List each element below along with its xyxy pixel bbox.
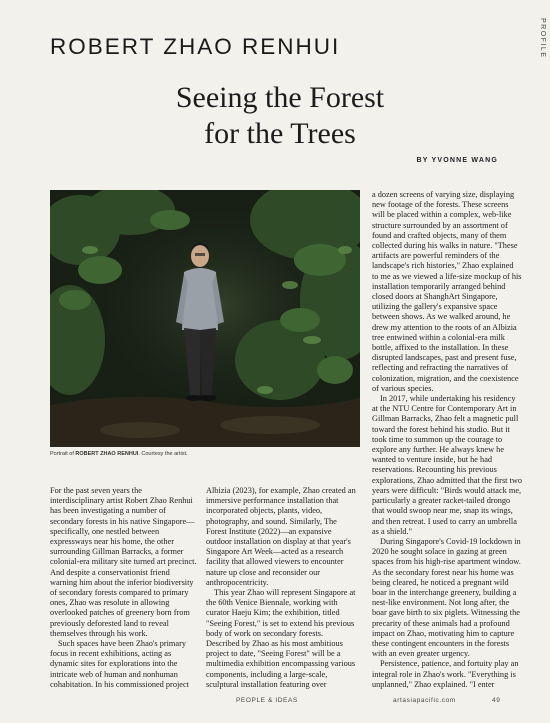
paragraph: This year Zhao will represent Singapore at the 60th Venice Biennale, working with curator Haeju Kim; the exhibition, titled "Seeing Forest," is set to extend his previous body of work on secondary forests. Described by Zhao as his most ambitious project to date, "Seeing Forest" will be a multimedia exhibition encompassing various components, including a large-scale, sculptural installation featuring over [206, 588, 356, 689]
article-title [100, 80, 460, 152]
paragraph: For the past seven years the interdisciplinary artist Robert Zhao Renhui has been investigating a number of secondary forests in his native Singapore—specifically, one nestled between expressways near his home, the other surrounding Gillman Barracks, a former colonial-era military site turned art precinct. And despite a conservationist friend warning him about the inferior biodiversity of secondary forests compared to primary ones, Zhao was resolute in allowing overlooked patches of greenery born from previously deforested land to reveal themselves through his work. [50, 486, 197, 638]
paragraph: During Singapore's Covid-19 lockdown in 2020 he sought solace in gazing at green spaces from his high-rise apartment window. As the secondary forest near his home was being cleared, he noticed a pregnant wild boar in the interchange greenery, building a nest-like environment. Not long after, the boar gave birth to six piglets. Witnessing the precarity of these animals had a profound impact on Zhao, motivating him to capture these contingent encounters in the forests with an even greater urgency. [372, 536, 521, 659]
footer-section: PEOPLE & IDEAS [236, 697, 298, 704]
page-number: 49 [492, 697, 501, 704]
paragraph: Such spaces have been Zhao's primary focus in recent exhibitions, acting as dynamic sites for explorations into the intricate web of human and nonhuman cohabitation. In his commissioned project [50, 639, 189, 689]
paragraph: a dozen screens of varying size, displaying new footage of the forests. These screens will be placed within a complex, web-like structure surrounded by an assortment of found and crafted objects, many of them collected during his walks in nature. "These artifacts are powerful reminders of the landscape's rich histories," Zhao explained to me as we viewed a life-size mockup of his installation temporarily arranged behind closed doors at ShanghArt Singapore, utilizing the gallery's expansive space between shows. As we walked around, he drew my attention to the roots of an Albizia tree entwined within a colonial-era milk bottle, affixed to the installation. In these disrupted landscapes, past and present fuse, reflecting and refracting the narratives of colonization, migration, and the coexistence of various species. [372, 190, 522, 393]
artist-name: ROBERT ZHAO RENHUI [50, 34, 341, 59]
caption-suffix: . Courtesy the artist. [138, 451, 188, 457]
byline: BY YVONNE WANG [416, 157, 498, 164]
section-label: PROFILE [539, 18, 546, 59]
article-column-2 [206, 486, 356, 690]
paragraph: In 2017, while undertaking his residency at the NTU Centre for Contemporary Art in Gillman Barracks, Zhao felt a magnetic pull toward the forest behind his studio. But it took time to summon up the courage to explore any further. He always knew he wanted to venture inside, but he had reservations. Recounting his previous explorations, Zhao admitted that the first two years were difficult: "Birds would attack me, particularly a greater racket-tailed drongo that would swoop near me, snap its wings, and then retreat. I used to carry an umbrella as a shield." [372, 394, 523, 536]
artist-portrait-photo [50, 190, 360, 447]
title-line-1: Seeing the Forest [175, 81, 385, 114]
caption-name: ROBERT ZHAO RENHUI [75, 451, 139, 457]
footer-website: artasiapacific.com [393, 697, 456, 704]
caption-prefix: Portrait of [50, 451, 76, 457]
forest-scene-image [50, 190, 360, 447]
paragraph: Albizia (2023), for example, Zhao created an immersive performance installation that incorporated objects, plants, video, photography, and sound. Similarly, The Forest Institute (2022)—an expansive outdoor installation on display at that year's Singapore Art Week—acted as a research facility that allowed viewers to encounter nature up close and reconsider our anthropocentricity. [206, 486, 356, 587]
photo-caption [50, 451, 188, 457]
article-column-3 [372, 190, 522, 690]
title-line-2: for the Trees [204, 117, 356, 150]
article-column-1 [50, 486, 198, 690]
paragraph: Persistence, patience, and fortuity play an integral role in Zhao's work. "Everything is unplanned," Zhao explained. "I enter [372, 659, 519, 689]
